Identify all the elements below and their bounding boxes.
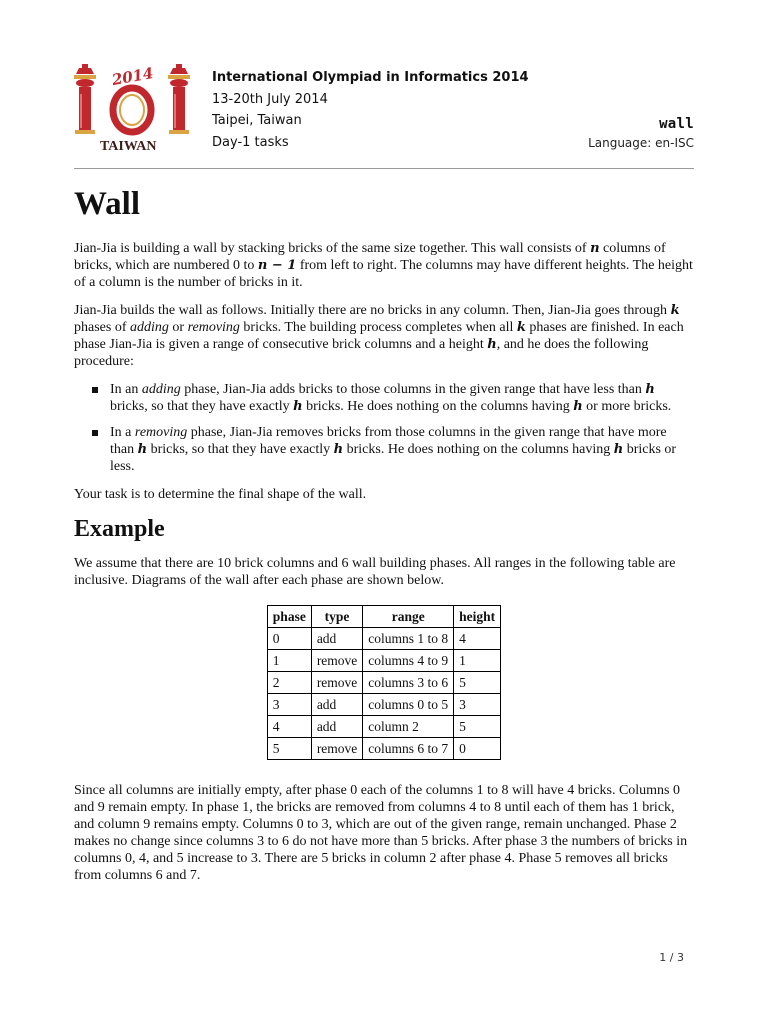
ioi-2014-logo xyxy=(70,64,196,158)
table-cell: 4 xyxy=(454,628,501,650)
table-cell: 2 xyxy=(267,672,311,694)
table-cell: add xyxy=(311,694,362,716)
header-info xyxy=(212,67,529,153)
olympiad-name: International Olympiad in Informatics 2014 xyxy=(212,70,529,85)
table-cell: columns 3 to 6 xyxy=(363,672,454,694)
list-item-removing: In a removing phase, Jian-Jia removes bricks from those columns in the given range that have more than h bricks, so that they have exactly h bricks. He does nothing on the columns having h bricks or less. xyxy=(92,424,694,475)
table-cell: columns 4 to 9 xyxy=(363,650,454,672)
task-goal: Your task is to determine the final shape of the wall. xyxy=(74,487,367,502)
table-header-row xyxy=(267,606,500,628)
bullet-square-icon xyxy=(92,430,98,436)
header-divider xyxy=(74,168,694,169)
table-row xyxy=(267,650,500,672)
phases-table xyxy=(267,605,501,760)
table-cell: remove xyxy=(311,650,362,672)
table-cell: 5 xyxy=(454,716,501,738)
math-n: n xyxy=(590,241,600,256)
math-n-minus-1: n − 1 xyxy=(257,258,297,273)
intro-paragraph-1: Jian-Jia is building a wall by stacking bricks of the same size together. This wall consists of n columns of bricks, which are numbered 0 to n − 1 from left to right. The columns may have different heights. The height of a column is the number of bricks in it. xyxy=(74,241,693,290)
task-title: Wall xyxy=(74,186,141,222)
olympiad-location: Taipei, Taiwan xyxy=(212,113,302,128)
olympiad-dates: 13-20th July 2014 xyxy=(212,91,328,107)
bullet-square-icon xyxy=(92,387,98,393)
language-label: Language: en-ISC xyxy=(588,136,694,150)
table-row xyxy=(267,716,500,738)
table-cell: 0 xyxy=(267,628,311,650)
table-cell: add xyxy=(311,628,362,650)
table-cell: 1 xyxy=(454,650,501,672)
day-label: Day-1 tasks xyxy=(212,134,289,150)
intro-paragraph-2: Jian-Jia builds the wall as follows. Initially there are no bricks in any column. Then, Jian-Jia goes through k phases of adding or removing bricks. The building process completes when all k phases are finished. In each phase Jian-Jia is given a range of consecutive brick columns and a height h, and he does the following procedure: xyxy=(74,303,684,369)
task-statement xyxy=(74,180,694,895)
example-explanation: Since all columns are initially empty, after phase 0 each of the columns 1 to 8 will have 4 bricks. Columns 0 and 9 remain empty. In phase 1, the bricks are removed from columns 4 to 8 until each of them has 1 brick, and column 9 remains empty. Columns 0 to 3, which are out of the given range, remain unchanged. Phase 2 makes no change since columns 3 to 6 do not have more than 5 bricks. After phase 3 the numbers of bricks in columns 0, 4, and 5 increase to 3. There are 5 bricks in column 2 after phase 4. Phase 5 removes all bricks from columns 6 and 7. xyxy=(74,783,688,883)
page-number: 1 / 3 xyxy=(659,951,684,964)
logo-country: TAIWAN xyxy=(100,139,157,154)
table-cell: columns 1 to 8 xyxy=(363,628,454,650)
table-row xyxy=(267,694,500,716)
column-header: height xyxy=(454,606,501,628)
table-row xyxy=(267,628,500,650)
table-cell: 1 xyxy=(267,650,311,672)
math-k: k xyxy=(516,320,526,335)
logo-year: 2014 xyxy=(110,64,155,90)
table-cell: 3 xyxy=(454,694,501,716)
logo-left-pillar xyxy=(74,64,96,134)
table-cell: column 2 xyxy=(363,716,454,738)
column-header: range xyxy=(363,606,454,628)
table-cell: 3 xyxy=(267,694,311,716)
list-item-adding: In an adding phase, Jian-Jia adds bricks to those columns in the given range that have less than h bricks, so that they have exactly h bricks. He does nothing on the columns having h or more bricks. xyxy=(92,381,694,415)
column-header: phase xyxy=(267,606,311,628)
math-k: k xyxy=(670,303,680,318)
table-cell: 4 xyxy=(267,716,311,738)
table-cell: 5 xyxy=(267,738,311,760)
procedure-list xyxy=(74,381,694,475)
table-cell: remove xyxy=(311,672,362,694)
table-row xyxy=(267,672,500,694)
table-cell: 5 xyxy=(454,672,501,694)
table-cell: 0 xyxy=(454,738,501,760)
example-intro: We assume that there are 10 brick columns and 6 wall building phases. All ranges in the following table are inclusive. Diagrams of the wall after each phase are shown below. xyxy=(74,556,676,588)
column-header: type xyxy=(311,606,362,628)
table-cell: columns 6 to 7 xyxy=(363,738,454,760)
table-cell: add xyxy=(311,716,362,738)
logo-right-pillar xyxy=(168,64,190,134)
table-cell: columns 0 to 5 xyxy=(363,694,454,716)
table-row xyxy=(267,738,500,760)
task-code: wall xyxy=(659,116,694,132)
logo-center-o xyxy=(113,88,151,132)
table-cell: remove xyxy=(311,738,362,760)
math-h: h xyxy=(487,337,497,352)
example-heading: Example xyxy=(74,516,165,542)
